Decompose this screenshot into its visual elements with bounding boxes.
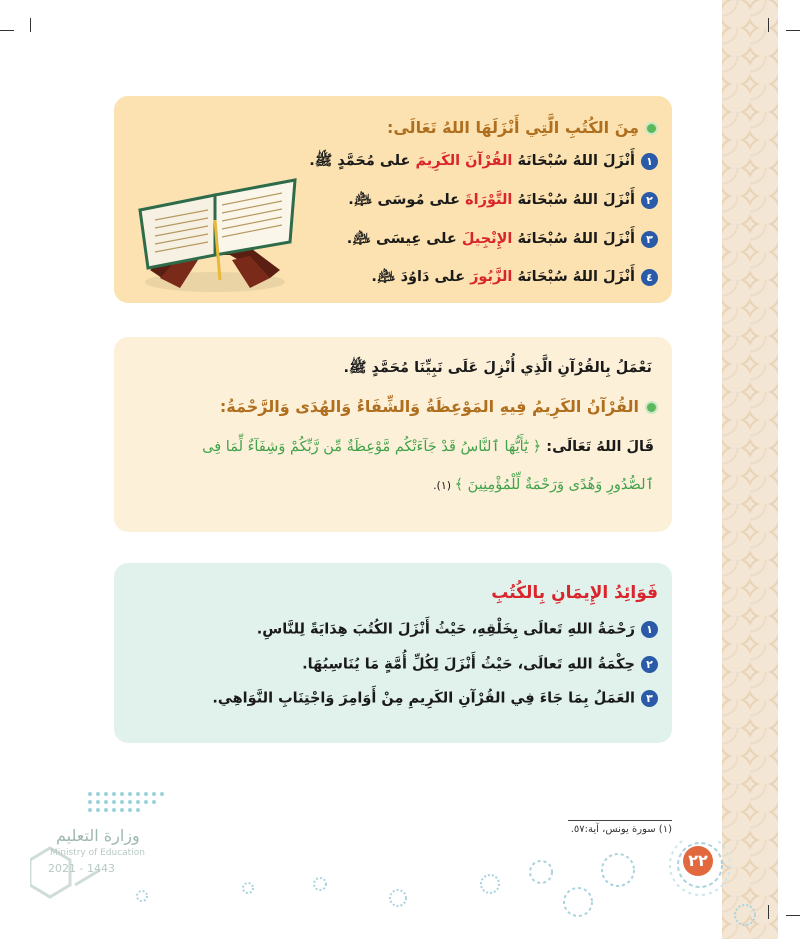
- book-name: الإِنْجِيلَ: [461, 231, 513, 247]
- side-decorative-pattern: [722, 0, 778, 939]
- quran-on-stand-image: [120, 160, 310, 295]
- number-badge: ٢: [641, 192, 658, 209]
- book-item-torah: ٢أَنْزَلَ اللهُ سُبْحَانَهُ التَّوْرَاةَ على مُوسَى ﵇.: [348, 191, 658, 212]
- quran-verse: ﴿ يَٰٓأَيُّهَا ٱلنَّاسُ قَدْ جَآءَتْكُم مَّوْعِظَةٌ مِّن رَّبِّكُمْ وَشِفَآءٌ لِّمَا فِى: [202, 439, 542, 455]
- verse-line-2: [433, 477, 654, 493]
- number-badge: ٣: [641, 690, 658, 707]
- crop-mark: [30, 18, 31, 32]
- verse-line-1: قَالَ اللهُ تَعَالَى: ﴿ يَٰٓأَيُّهَا ٱلنَّاسُ قَدْ جَآءَتْكُم مَّوْعِظَةٌ مِّن رَّبِّكُمْ وَشِفَآءٌ لِّمَا فِى: [202, 439, 654, 455]
- number-badge: ١: [641, 621, 658, 638]
- quran-guidance-heading: القُرْآنُ الكَرِيمُ فِيهِ المَوْعِظَةُ وَالشِّفَاءُ وَالهُدَى وَالرَّحْمَةُ:: [220, 397, 658, 416]
- crop-mark: [0, 30, 14, 31]
- footnote: (١) سورة يونس، آية:٥٧.: [570, 824, 672, 835]
- bullet-dot-icon: [645, 401, 658, 414]
- number-badge: ٢: [641, 656, 658, 673]
- quran-guidance-box: [114, 337, 672, 532]
- book-item-injil: ٣أَنْزَلَ اللهُ سُبْحَانَهُ الإِنْجِيلَ على عِيسَى ﵇.: [347, 230, 658, 251]
- belief-benefits-box: [114, 563, 672, 743]
- book-name: التَّوْرَاةَ: [465, 192, 513, 208]
- book-name: القُرْآنَ الكَرِيمَ: [415, 153, 513, 169]
- ministry-name-arabic: وزارة التعليم: [56, 826, 140, 845]
- benefit-item: ٢حِكْمَةُ اللهِ تَعالَى، حَيْثُ أَنْزَلَ لِكُلِّ أُمَّةٍ مَا يُنَاسِبُهَا.: [302, 656, 658, 673]
- benefit-item: ١رَحْمَةُ اللهِ تَعالَى بِخَلْقِهِ، حَيْثُ أَنْزَلَ الكُتُبَ هِدَايَةً لِلنَّاسِ.: [257, 621, 658, 638]
- bullet-dot-icon: [645, 122, 658, 135]
- crop-mark: [768, 18, 769, 32]
- ministry-year: 2021 - 1443: [48, 862, 115, 875]
- page-number: ٢٢: [683, 846, 713, 876]
- number-badge: ٤: [641, 269, 658, 286]
- revealed-books-heading: مِنَ الكُتُبِ الَّتِي أَنْزَلَهَا اللهُ تَعَالَى:: [387, 118, 658, 137]
- book-item-quran: ١أَنْزَلَ اللهُ سُبْحَانَهُ القُرْآنَ الكَرِيمَ على مُحَمَّدٍ ﷺ.: [309, 152, 658, 173]
- quran-verse: ٱلصُّدُورِ وَهُدًى وَرَحْمَةٌ لِّلْمُؤْمِنِينَ ﴾: [454, 477, 654, 493]
- book-name: الزَّبُورَ: [470, 269, 513, 285]
- crop-mark: [786, 30, 800, 31]
- book-item-zabur: ٤أَنْزَلَ اللهُ سُبْحَانَهُ الزَّبُورَ على دَاوُدَ ﵇.: [371, 268, 658, 289]
- footnote-divider: [568, 820, 672, 821]
- ministry-name-english: Ministry of Education: [50, 848, 145, 858]
- number-badge: ١: [641, 153, 658, 170]
- quran-practice-line: نَعْمَلُ بِالقُرْآنِ الَّذِي أُنْزِلَ عَلَى نَبِيِّنَا مُحَمَّدٍ ﷺ.: [343, 360, 652, 376]
- number-badge: ٣: [641, 231, 658, 248]
- benefit-item: ٣العَمَلُ بِمَا جَاءَ فِي القُرْآنِ الكَرِيمِ مِنْ أَوَامِرَ وَاجْتِنَابِ النَّوَاهِي.: [212, 690, 658, 707]
- footnote-reference: (١).: [433, 479, 455, 492]
- belief-benefits-title: فَوَائِدُ الإِيمَانِ بِالكُتُبِ: [491, 583, 658, 603]
